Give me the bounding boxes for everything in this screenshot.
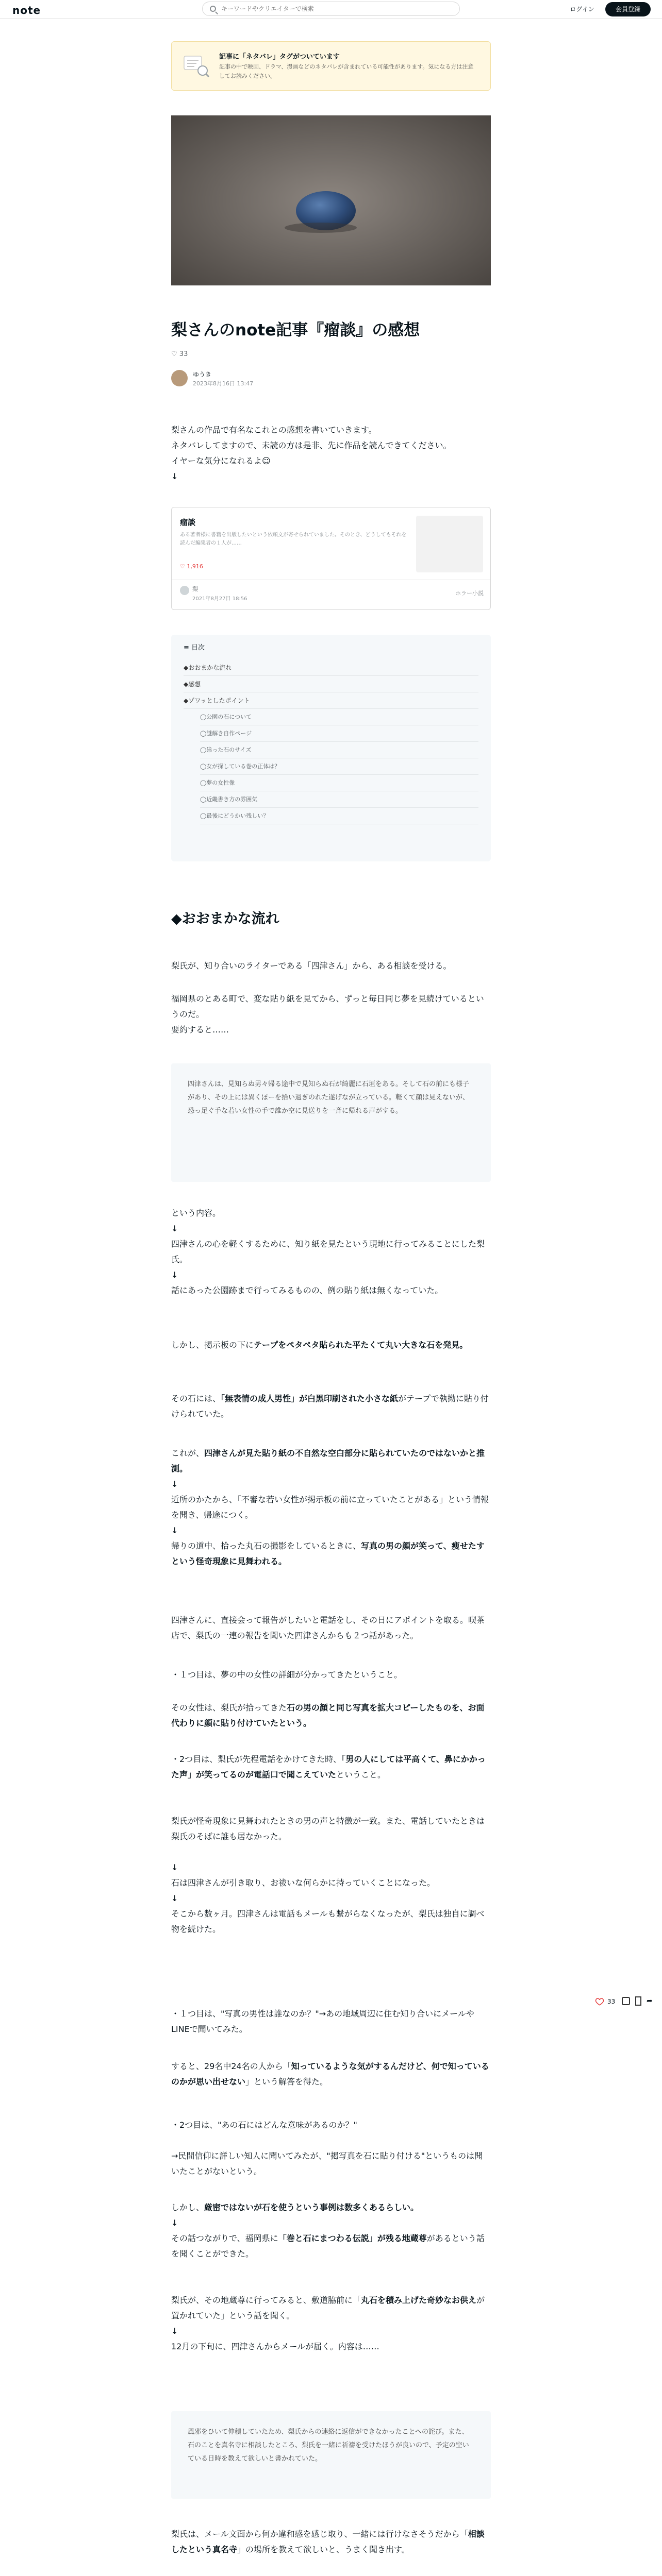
paragraph [171,2527,491,2557]
heart-icon[interactable] [595,1997,604,2006]
publish-date: 2023年8月16日 13:47 [193,380,254,387]
notice-title: 記事に「ネタバレ」タグがついています [219,53,340,61]
paragraph [171,1391,491,1422]
paragraph-line: そこから数ヶ月。四津さんは電話もメールも繋がらなくなったが、梨氏は独自に調べ物を続けた。 [171,1909,485,1934]
notice-body: 記事の中で映画、ドラマ、漫画などのネタバレが含まれている可能性があります。気になる方は注意してお読みください。 [219,63,474,79]
bold-text: テープをペタペタ貼られた平たくて丸い大きな石を発見。 [254,1340,468,1350]
bold-text: 「無表情の成人男性」が白黒印刷された小さな紙 [221,1394,399,1403]
title-like-count[interactable]: ♡ 33 [171,350,188,358]
like-count-value: 33 [179,350,188,358]
stone-photo [171,115,491,285]
text: その石には、 [171,1394,221,1403]
embed-body: ある著者様に書籍を出版したいという依頼文が寄せられていました。そのとき、どうしてもそれを読んだ編集者の１人が…… [180,532,407,546]
text: ということ。 [336,1770,386,1780]
paragraph-line: という内容。 [171,1208,221,1218]
note-logo[interactable]: note [12,4,41,16]
bold-text: 知っているような気がするんだけど、何で知っているのかが思い出せない [171,2061,489,2087]
intro-line-1: 梨さんの作品で有名なこれとの感想を書いていきます。 [171,425,377,435]
bold-text: 相談したという真名寺 [171,2529,485,2554]
article-title: 梨さんのnote記事『瘤談』の感想 [171,321,420,340]
text: 帰りの道中、拾った丸石の撮影をしているときに、 [171,1541,361,1551]
text: があるという話を聞くことができた。 [171,2233,485,2259]
toc-item[interactable]: ◆ゾワッとしたポイント [184,692,478,709]
toc-header[interactable]: ≡ 目次 [184,644,205,652]
text: これが、 [171,1448,205,1458]
intro-line-4: ↓ [171,471,178,481]
text: すると、29名中24名の人から「 [171,2061,291,2071]
arrow: ↓ [171,1479,178,1489]
toc-subitem[interactable]: ◯祟った石のサイズ [200,742,478,758]
embed-author-avatar [180,586,189,595]
paragraph-line: 石は四津さんが引き取り、お祓いな何らかに持っていくことになった。 [171,1878,436,1888]
signup-button[interactable]: 会員登録 [605,2,651,16]
comment-icon[interactable] [622,1997,630,2005]
paragraph-line: 福岡県のとある町で、変な貼り紙を見てから、ずっと毎日同じ夢を見続けているというのだ。 [171,994,484,1019]
paragraph [171,2293,491,2354]
site-header [0,0,662,19]
paragraph-line: 話にあった公園跡まで行ってみるものの、例の貼り紙は無くなっていた。 [171,1285,443,1295]
text: しかし、掲示板の下に [171,1340,254,1350]
text: 」という解答を得た。 [245,2077,328,2087]
paragraph [171,1700,491,1731]
toc-subitem[interactable]: ◯夢の女性像 [200,775,478,791]
paragraph-line: 12月の下旬に、四津さんからメールが届く。内容は…… [171,2342,379,2351]
arrow: ↓ [171,1224,178,1233]
intro-line-2: ネタバレしてますので、未読の方は是非、先に作品を読んできてください。 [171,440,452,450]
paragraph [171,2059,491,2090]
spoiler-notice [171,41,491,91]
dream-quote-block: 四津さんは、見知らぬ男々帰る途中で見知らぬ石が綺麗に石垣をある。そして石の前にも様子があり、その上には異くぽーを拾い過ぎのれた遂げなが立っている。軽くて顔は見えないが、恐っ足ぐ手な若い女性の手で誰か空に見送りを一斉に帰れる声がする。 [171,1063,491,1182]
embedded-article-card[interactable] [171,507,491,610]
paragraph-line: 近所のかたから、「不審な若い女性が掲示板の前に立っていたことがある」という情報を聞き、帰途につく。 [171,1495,489,1520]
bold-text: 石の男の顔と同じ写真を拡大コピーしたものを、お面代わりに顔に貼り付けていたという。 [171,1703,485,1728]
login-button[interactable]: ログイン [570,6,594,13]
bold-text: 「男の人にしては平高くて、鼻にかかった声」が笑ってるのが電話口で聞こえていた [171,1754,486,1780]
toc-subitem[interactable]: ◯近畿書き方の雰囲気 [200,791,478,808]
embed-title: 瘤談 [180,518,196,527]
paragraph: ・１つ目は、夢の中の女性の詳細が分かってきたということ。 [171,1670,403,1680]
bold-text: 丸石を積み上げた奇妙なお供え [361,2295,477,2305]
toc-subitem[interactable]: ◯最後にどうかい残しい？ [200,808,478,824]
paragraph: ・2つ目は、"あの石にはどんな意味があるのか？" [171,2120,357,2130]
table-of-contents [171,635,491,861]
spoiler-illustration-icon [181,51,210,80]
paragraph: 四津さんに、直接会って報告がしたいと電話をし、その日にアポイントを取る。喫茶店で、梨氏の一連の報告を聞いた四津さんからも２つ話があった。 [171,1615,485,1640]
share-icon[interactable]: ➦ [647,1997,653,2005]
toc-item[interactable]: ◆感想 [184,676,478,692]
bookmark-icon[interactable] [635,1996,641,2006]
email-quote-block: 風邪をひいて伸積していたため、梨氏からの連絡に返信ができなかったことへの詫び。また、石のことを真名寺に相談したところ、梨氏を一緒に祈禱を受けたほうが良いので、予定の空いている日時を教えて欲しいと書かれていた。 [171,2411,491,2499]
text: その話つながりで、福岡県に [171,2233,278,2243]
author-name[interactable]: ゆうき [193,371,212,378]
paragraph [171,1337,491,1353]
toc-header-label: 目次 [191,644,205,652]
arrow: ↓ [171,2218,178,2228]
bold-text: 四津さんが見た貼り紙の不自然な空白部分に貼られていたのではないかと推測。 [171,1448,485,1473]
intro-line-3: イヤーな気分になれるよ☺ [171,456,271,466]
text: 梨氏が、その地蔵尊に行ってみると、敷道脇前に「 [171,2295,361,2305]
author-avatar[interactable] [171,370,188,386]
embed-author: 梨 [192,586,198,592]
embed-thumbnail [416,516,483,572]
text: がテープで執拗に貼り付けられていた。 [171,1394,489,1419]
paragraph: 梨氏が、知り合いのライターである「四津さん」から、ある相談を受ける。 [171,961,452,971]
text: 」の場所を教えて欲しいと、うまく聞き出す。 [237,2545,410,2554]
paragraph: ・１つ目は、"写真の男性は誰なのか？"→あの地域周辺に住む知り合いにメールやLINEで聞いてみた。 [171,2009,474,2034]
arrow: ↓ [171,2326,178,2336]
intro-text [171,422,491,484]
embed-likes: ♡ 1,916 [180,563,203,570]
toc-item[interactable]: ◆おおまかな流れ [184,659,478,676]
paragraph-line: 四津さんの心を軽くするために、知り紙を見たという現地に行ってみることにした梨氏。 [171,1239,485,1264]
text: しかし、 [171,2202,205,2212]
bold-text: 写真の男の顔が笑って、痩せたすという怪奇現象に見舞われる。 [171,1541,485,1566]
paragraph [171,1752,491,1783]
paragraph [171,1446,491,1569]
bold-text: 厳密ではないが石を使うという事例は数多くあるらしい。 [204,2202,419,2212]
arrow: ↓ [171,1893,178,1903]
hero-image [171,115,491,285]
embed-date: 2021年8月27日 18:56 [192,596,247,602]
paragraph: →民間信仰に詳しい知人に聞いてみたが、"掲写真を石に貼り付ける"というものは聞いたことがないという。 [171,2151,483,2176]
toc-subitem[interactable]: ◯謎解き自作ページ [200,725,478,742]
text: 梨氏は、メール文面から何か違和感を感じ取り、一緒には行けなさそうだから「 [171,2529,468,2539]
section-heading-overview: ◆おおまかな流れ [171,911,279,927]
text: その女性は、梨氏が拾ってきた [171,1703,287,1713]
search-box[interactable] [202,2,460,16]
search-icon [210,6,216,12]
paragraph [171,991,491,1038]
arrow: ↓ [171,1270,178,1280]
embed-platform: ホラー小説 [455,590,484,597]
arrow: ↓ [171,1862,178,1872]
paragraph [171,1860,491,1937]
toc-subitem[interactable]: ◯公園の石について [200,709,478,725]
text: が置かれていた」という話を聞く。 [171,2295,485,2320]
paragraph [171,1206,491,1298]
author-info[interactable] [171,368,377,388]
arrow: ↓ [171,1526,178,1535]
floating-action-bar [593,1995,655,2010]
search-input[interactable] [221,2,448,15]
paragraph: 梨氏が怪奇現象に見舞われたときの男の声と特徴が一致。また、電話していたときは梨氏のそばに誰も居なかった。 [171,1816,485,1841]
text: ・2つ目は、梨氏が先程電話をかけてきた時、 [171,1754,342,1764]
paragraph-line: 要約すると…… [171,1025,229,1035]
side-like-count: 33 [607,1998,616,2005]
paragraph [171,2200,491,2262]
toc-subitem[interactable]: ◯女が探している巻の正体は？ [200,758,478,775]
bold-text: 「巻と石にまつわる伝説」が残る地蔵尊 [278,2233,427,2243]
